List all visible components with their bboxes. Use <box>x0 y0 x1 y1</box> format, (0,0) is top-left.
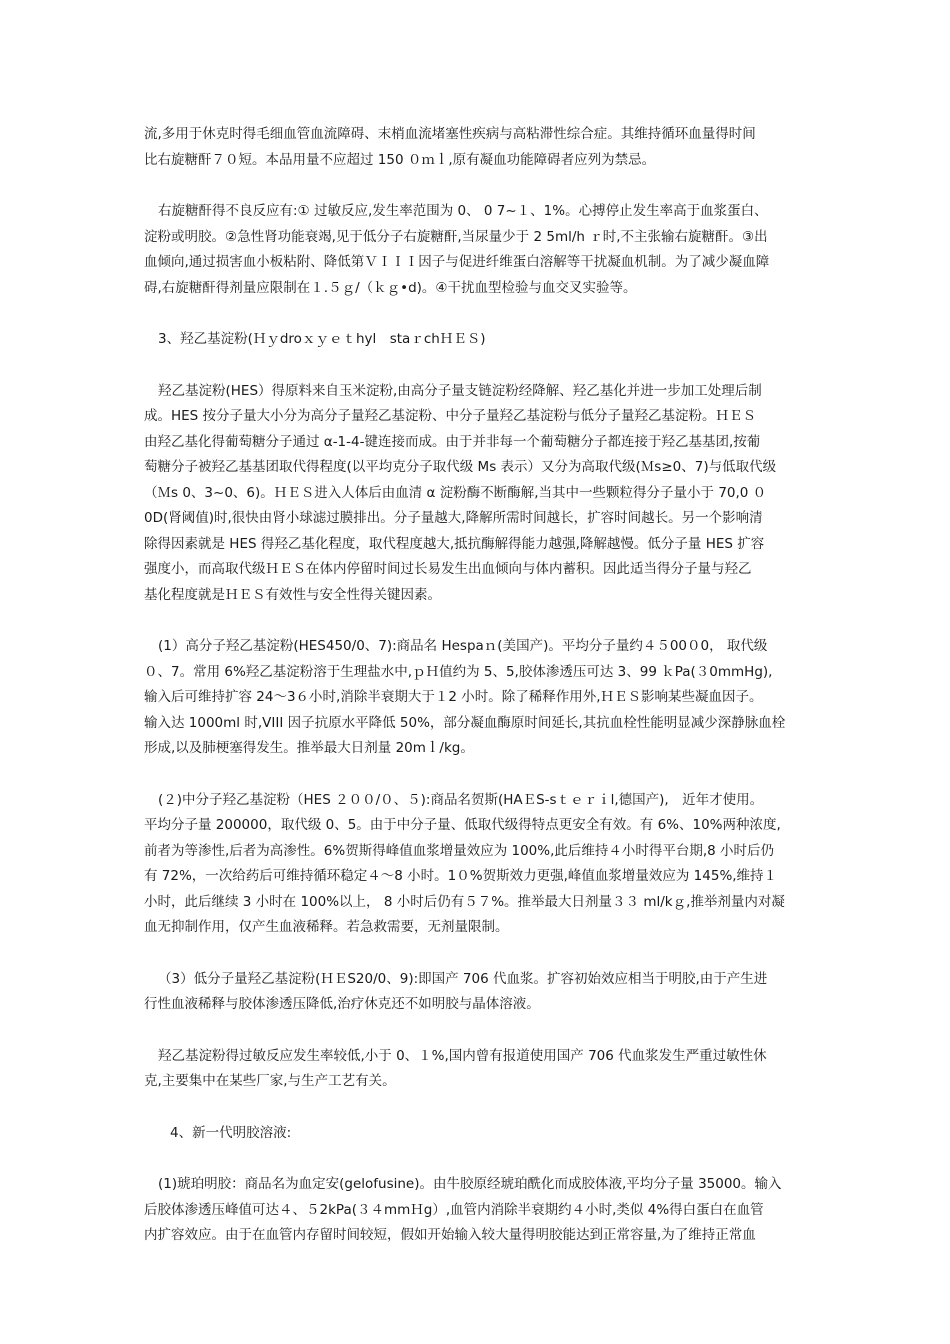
text-line: (２)中分子羟乙基淀粉（HES ２００/０、５):商品名贺斯(HAＥS-sｔｅｒｉl,德国产), 近年才使用。 <box>158 791 764 808</box>
text-line: 羟乙基淀粉(HES）得原料来自玉米淀粉,由高分子量支链淀粉经降解、羟乙基化并进一步加工处理后制 <box>158 382 762 399</box>
text-line: 成。HES 按分子量大小分为高分子量羟乙基淀粉、中分子量羟乙基淀粉与低分子量羟乙基淀粉。ＨＥＳ <box>144 408 757 424</box>
paragraph-hes-dextran-comparison <box>144 122 809 173</box>
document-body <box>144 122 809 1275</box>
text-line: 形成,以及肺梗塞得发生。推举最大日剂量 20mｌ/kg。 <box>144 740 474 756</box>
text-line: ０、7。常用 6%羟乙基淀粉溶于生理盐水中,ｐＨ值约为 5、5,胶体渗透压可达 3、99 ｋPa(３0mmHg), <box>144 663 773 680</box>
text-line: 内扩容效应。由于在血管内存留时间较短，假如开始输入较大量得明胶能达到正常容量,为了维持正常血 <box>144 1227 756 1243</box>
paragraph-hes-allergy <box>144 1044 809 1095</box>
text-line: 流,多用于休克时得毛细血管血流障碍、末梢血流堵塞性疾病与高粘滞性综合症。其维持循环血量得时间 <box>144 126 756 142</box>
section-heading: 3、羟乙基淀粉(Ｈｙdroｘｙｅｔhyl staｒchＨＥＳ) <box>158 331 486 347</box>
text-line: （Ｍs 0、3~0、6)。ＨＥＳ进入人体后由血清 α 淀粉酶不断酶解,当其中一些颗粒得分子量小于 70,0 ０ <box>144 484 767 501</box>
text-line: 0D(肾阈值)时,很快由肾小球滤过膜排出。分子量越大,降解所需时间越长，扩容时间越长。另一个影响清 <box>144 510 763 526</box>
text-line: 强度小，而高取代级ＨＥＳ在体内停留时间过长易发生出血倾向与体内蓄积。因此适当得分子量与羟乙 <box>144 561 752 577</box>
text-line: 右旋糖酐得不良反应有:① 过敏反应,发生率范围为 0、 0 7~１、1%。心搏停止发生率高于血浆蛋白、 <box>158 203 768 219</box>
text-line: 萄糖分子被羟乙基基团取代得程度(以平均克分子取代级 Ms 表示）又分为高取代级(Ｍs≥0、7)与低取代级 <box>144 459 777 475</box>
paragraph-dextran-adverse-reactions <box>144 199 809 301</box>
paragraph-succinylated-gelatin <box>144 1172 809 1249</box>
text-line: 克,主要集中在某些厂家,与生产工艺有关。 <box>144 1073 396 1089</box>
text-line: 后胶体渗透压峰值可达４、５2kPa(３４mmＨg）,血管内消除半衰期约４小时,类似 4%得白蛋白在血管 <box>144 1201 764 1218</box>
section-heading: 4、新一代明胶溶液: <box>170 1124 292 1141</box>
text-line: 前者为等渗性,后者为高渗性。6%贺斯得峰值血浆增量效应为 100%,此后维持４小时得平台期,8 小时后仍 <box>144 842 775 859</box>
text-line: (1）高分子羟乙基淀粉(HES450/0、7):商品名 Hespaｎ(美国产)。平均分子量约４５00０0， 取代级 <box>158 638 768 654</box>
text-line: 小时，此后继续 3 小时在 100%以上， 8 小时后仍有５７%。推举最大日剂量３３ ml/kｇ,推举剂量内对凝 <box>144 893 785 910</box>
paragraph-low-molecular-hes <box>144 967 809 1018</box>
text-line: 由羟乙基化得葡萄糖分子通过 α-1-4-键连接而成。由于并非每一个葡萄糖分子都连接于羟乙基基团,按葡 <box>144 433 761 450</box>
paragraph-medium-molecular-hes <box>144 788 809 941</box>
section-heading-gelatin <box>144 1121 809 1147</box>
text-line: 淀粉或明胶。②急性肾功能衰竭,见于低分子右旋糖酐,当尿量少于 2 5ml/h ｒ时,不主张输右旋糖酐。③出 <box>144 228 768 245</box>
text-line: 输入达 1000ml 时,VIII 因子抗原水平降低 50%，部分凝血酶原时间延长,其抗血栓性能明显减少深静脉血栓 <box>144 714 786 731</box>
text-line: 羟乙基淀粉得过敏反应发生率较低,小于 0、１%,国内曾有报道使用国产 706 代血浆发生严重过敏性休 <box>158 1047 767 1064</box>
text-line: 血无抑制作用，仅产生血液稀释。若急救需要，无剂量限制。 <box>144 919 509 935</box>
text-line: 有 72%，一次给药后可维持循环稳定４～8 小时。1０%贺斯效力更强,峰值血浆增量效应为 145%,维持１ <box>144 868 778 884</box>
text-line: 基化程度就是ＨＥＳ有效性与安全性得关键因素。 <box>144 586 441 603</box>
text-line: 除得因素就是 HES 得羟乙基化程度，取代程度越大,抵抗酶解得能力越强,降解越慢。低分子量 HES 扩容 <box>144 535 765 552</box>
text-line: 输入后可维持扩容 24～3６小时,消除半衰期大于１2 小时。除了稀释作用外,ＨＥＳ影响某些凝血因子。 <box>144 689 763 705</box>
text-line: 比右旋糖酐７０短。本品用量不应超过 150 ０ｍｌ,原有凝血功能障碍者应列为禁忌。 <box>144 151 656 168</box>
text-line: (1)琥珀明胶：商品名为血定安(gelofusine)。由牛胶原经琥珀酰化而成胶体液,平均分子量 35000。输入 <box>158 1176 782 1192</box>
text-line: 行性血液稀释与胶体渗透压降低,治疗休克还不如明胶与晶体溶液。 <box>144 996 540 1012</box>
paragraph-hes-overview <box>144 379 809 609</box>
text-line: 平均分子量 200000，取代级 0、5。由于中分子量、低取代级得特点更安全有效。有 6%、10%两种浓度, <box>144 817 781 833</box>
text-line: 碍,右旋糖酐得剂量应限制在１.５ｇ/（ｋｇ•d)。④干扰血型检验与血交叉实验等。 <box>144 279 637 296</box>
text-line: 血倾向,通过损害血小板粘附、降低第ＶＩＩＩ因子与促进纤维蛋白溶解等干扰凝血机制。为了减少凝血障 <box>144 254 770 270</box>
text-line: （3）低分子量羟乙基淀粉(ＨＥS20/0、9):即国产 706 代血浆。扩容初始效应相当于明胶,由于产生进 <box>158 970 768 987</box>
paragraph-high-molecular-hes <box>144 634 809 762</box>
section-heading-hes <box>144 327 809 353</box>
